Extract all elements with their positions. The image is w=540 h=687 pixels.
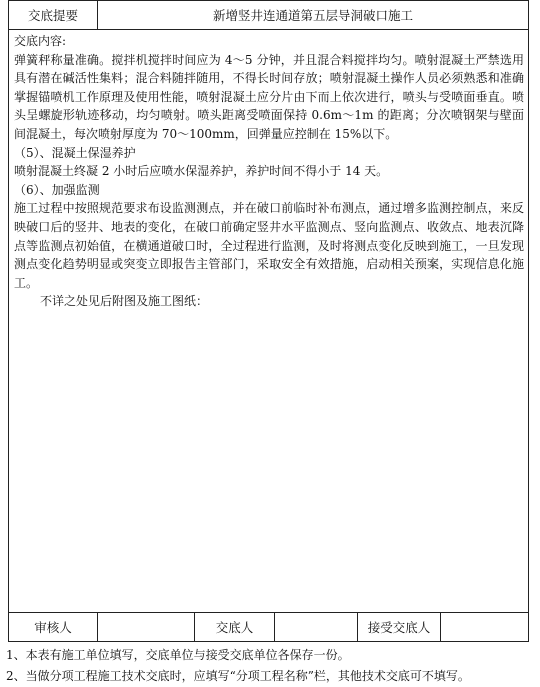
section-heading-curing: （5）、混凝土保湿养护	[14, 145, 136, 160]
header-row	[9, 1, 529, 30]
receiver-signature-field[interactable]	[441, 613, 529, 642]
content-row	[9, 30, 529, 613]
footnote-2: 2、当做分项工程施工技术交底时，应填写“分项工程名称”栏，其他技术交底可不填写。	[6, 669, 470, 683]
paragraph-curing: 喷射混凝土终凝 2 小时后应喷水保湿养护，养护时间不得小于 14 天。	[14, 164, 389, 179]
paragraph-monitoring: 施工过程中按照规范要求布设监测测点，并在破口前临时补布测点，通过增多监测控制点，来反映破口后的竖井、地表的变化，在破口前确定竖井水平监测点、竖向监测点、收敛点、地表沉降点等监测点初始值，在横通道破口时，全过程进行监测，及时将测点变化反映到施工，一旦发现测点变化趋势明显或突变立即报告主管部门，采取安全有效措施，启动相关预案，实现信息化施工。	[14, 201, 524, 290]
content-cell	[9, 30, 529, 613]
presenter-signature-field[interactable]	[275, 613, 358, 642]
footnote-1: 1、本表有施工单位填写，交底单位与接受交底单位各保存一份。	[6, 648, 350, 662]
paragraph-see-drawings: 不详之处见后附图及施工图纸：	[40, 294, 209, 309]
presenter-label: 交底人	[195, 613, 275, 642]
content-heading: 交底内容:	[14, 34, 67, 48]
disclosure-sheet	[8, 0, 528, 642]
signature-row	[9, 613, 529, 642]
reviewer-signature-field[interactable]	[98, 613, 195, 642]
reviewer-label: 审核人	[9, 613, 98, 642]
paragraph-mixing-spraying: 弹簧秤称量准确。搅拌机搅拌时间应为 4～5 分钟，并且混合料搅拌均匀。喷射混凝土严禁选用具有潜在碱活性集料；混合料随拌随用，不得长时间存放；喷射混凝土操作人员必须熟悉和准确掌握锚喷机工作原理及使用性能，喷射混凝土应分片由下而上依次进行，喷头与受喷面垂直。喷头呈螺旋形轨迹移动，均匀喷射。喷头距离受喷面保持 0.6m～1m 的距离；分次喷钢架与壁面间混凝土，每次喷射厚度为 70～100mm，回弹量应控制在 15%以下。	[14, 52, 524, 141]
receiver-label: 接受交底人	[358, 613, 441, 642]
footnotes	[6, 645, 536, 687]
summary-label: 交底提要	[9, 1, 98, 30]
content-body	[9, 30, 528, 311]
section-heading-monitoring: （6）、加强监测	[14, 182, 100, 197]
disclosure-table	[8, 0, 529, 642]
summary-title: 新增竖井连通道第五层导洞破口施工	[98, 1, 529, 30]
